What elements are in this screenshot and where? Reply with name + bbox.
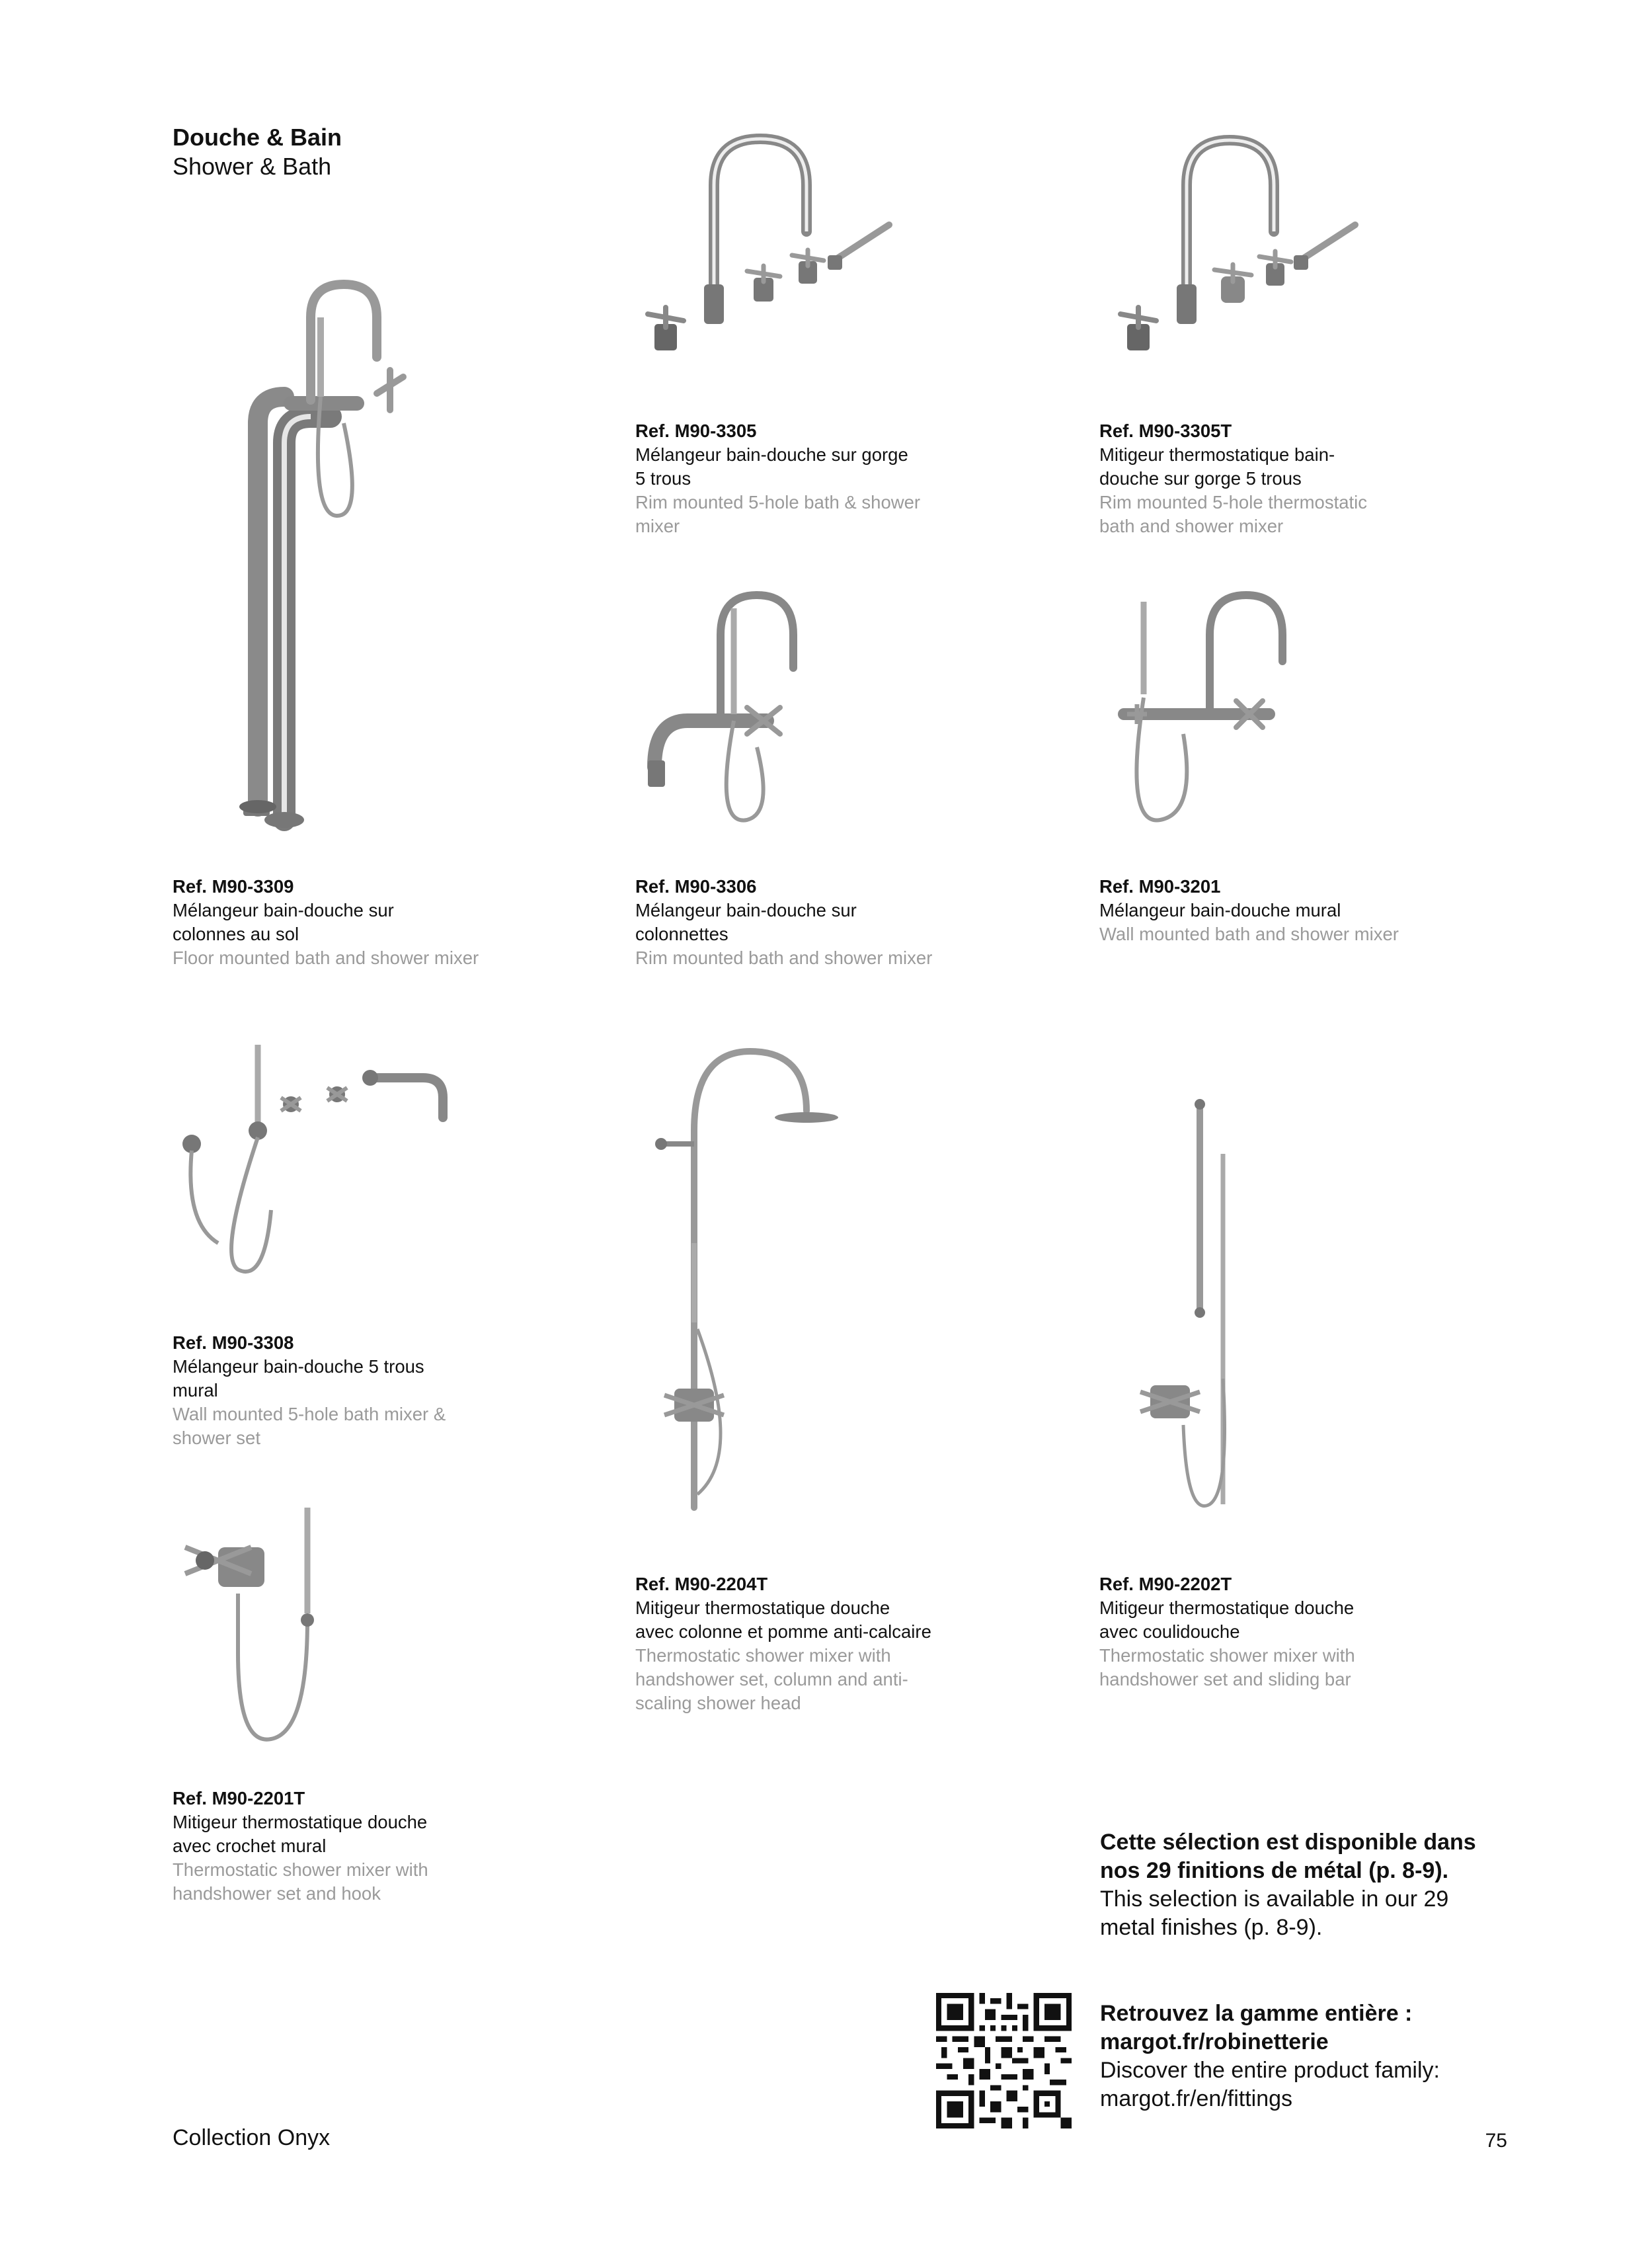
product-name-en: shower set: [173, 1428, 260, 1448]
product-name-fr: Mélangeur bain-douche 5 trous: [173, 1356, 424, 1377]
range-link-fr[interactable]: margot.fr/robinetterie: [1100, 2029, 1329, 2054]
product-ref: Ref. M90-3305T: [1099, 421, 1232, 441]
finishes-note-fr: nos 29 finitions de métal (p. 8-9).: [1100, 1858, 1449, 1883]
finishes-note-fr: Cette sélection est disponible dans: [1100, 1830, 1476, 1855]
product-image-m90-3201: [1097, 582, 1316, 833]
product-caption: [635, 419, 966, 538]
product-image-m90-3306: [635, 582, 853, 833]
product-name-fr: Mélangeur bain-douche sur gorge: [635, 444, 908, 465]
product-name-en: Floor mounted bath and shower mixer: [173, 948, 479, 968]
product-name-en: bath and shower mixer: [1099, 516, 1284, 536]
product-name-fr: avec crochet mural: [173, 1836, 327, 1856]
product-name-fr: Mitigeur thermostatique douche: [1099, 1598, 1355, 1618]
section-title-fr: Douche & Bain: [173, 124, 342, 151]
product-ref: Ref. M90-3306: [635, 876, 757, 897]
product-ref: Ref. M90-2204T: [635, 1574, 768, 1594]
product-caption: [173, 875, 503, 970]
product-name-fr: Mitigeur thermostatique douche: [173, 1812, 428, 1832]
product-name-en: Rim mounted bath and shower mixer: [635, 948, 933, 968]
product-caption: [173, 1331, 503, 1450]
qr-code[interactable]: [936, 1993, 1072, 2128]
product-caption: [635, 1572, 966, 1715]
product-name-fr: Mitigeur thermostatique douche: [635, 1598, 890, 1618]
product-name-en: mixer: [635, 516, 680, 536]
product-name-fr: Mélangeur bain-douche sur: [635, 900, 857, 920]
product-name-en: Thermostatic shower mixer with: [173, 1859, 428, 1880]
product-caption: [1099, 1572, 1430, 1691]
range-note-fr: Retrouvez la gamme entière :: [1100, 2001, 1413, 2026]
range-note-en: Discover the entire product family:: [1100, 2058, 1440, 2083]
finishes-note-en: metal finishes (p. 8-9).: [1100, 1915, 1323, 1940]
product-name-en: Rim mounted 5-hole bath & shower: [635, 492, 921, 512]
product-image-m90-2201t: [172, 1501, 324, 1752]
range-link-en[interactable]: margot.fr/en/fittings: [1100, 2086, 1293, 2111]
product-image-m90-3305: [635, 126, 899, 370]
product-name-fr: avec coulidouche: [1099, 1621, 1240, 1642]
product-ref: Ref. M90-3201: [1099, 876, 1221, 897]
product-name-en: scaling shower head: [635, 1693, 801, 1713]
finishes-note-en: This selection is available in our 29: [1100, 1886, 1449, 1912]
range-note: [1100, 2000, 1563, 2113]
product-name-en: Rim mounted 5-hole thermostatic: [1099, 492, 1368, 512]
product-name-fr: colonnettes: [635, 924, 728, 944]
product-name-fr: Mitigeur thermostatique bain-: [1099, 444, 1335, 465]
section-heading: [173, 123, 342, 181]
product-name-fr: Mélangeur bain-douche mural: [1099, 900, 1341, 920]
product-ref: Ref. M90-3308: [173, 1332, 294, 1353]
product-image-m90-3305t: [1101, 126, 1365, 370]
finishes-note: [1100, 1828, 1563, 1942]
product-caption: [1099, 875, 1430, 946]
product-image-m90-2204t: [645, 1045, 863, 1521]
product-name-en: Wall mounted 5-hole bath mixer &: [173, 1404, 446, 1424]
product-name-en: Thermostatic shower mixer with: [1099, 1645, 1355, 1666]
product-name-fr: douche sur gorge 5 trous: [1099, 468, 1302, 489]
product-image-m90-3309: [178, 278, 522, 833]
product-name-en: Wall mounted bath and shower mixer: [1099, 924, 1399, 944]
product-caption: [1099, 419, 1430, 538]
product-caption: [173, 1787, 503, 1906]
collection-name: Collection Onyx: [173, 2125, 331, 2150]
product-name-fr: Mélangeur bain-douche sur: [173, 900, 394, 920]
product-name-fr: 5 trous: [635, 468, 691, 489]
product-ref: Ref. M90-2201T: [173, 1788, 305, 1808]
page-number: 75: [1485, 2130, 1507, 2152]
product-name-en: handshower set and hook: [173, 1883, 381, 1904]
product-caption: [635, 875, 966, 970]
product-ref: Ref. M90-2202T: [1099, 1574, 1232, 1594]
product-image-m90-3308: [172, 1045, 456, 1283]
product-name-fr: mural: [173, 1380, 218, 1400]
product-name-en: Thermostatic shower mixer with: [635, 1645, 891, 1666]
product-name-en: handshower set and sliding bar: [1099, 1669, 1351, 1689]
product-image-m90-2202t: [1124, 1094, 1243, 1524]
product-name-en: handshower set, column and anti-: [635, 1669, 908, 1689]
product-name-fr: colonnes au sol: [173, 924, 299, 944]
product-ref: Ref. M90-3309: [173, 876, 294, 897]
section-title-en: Shower & Bath: [173, 153, 332, 180]
product-ref: Ref. M90-3305: [635, 421, 757, 441]
product-name-fr: avec colonne et pomme anti-calcaire: [635, 1621, 931, 1642]
